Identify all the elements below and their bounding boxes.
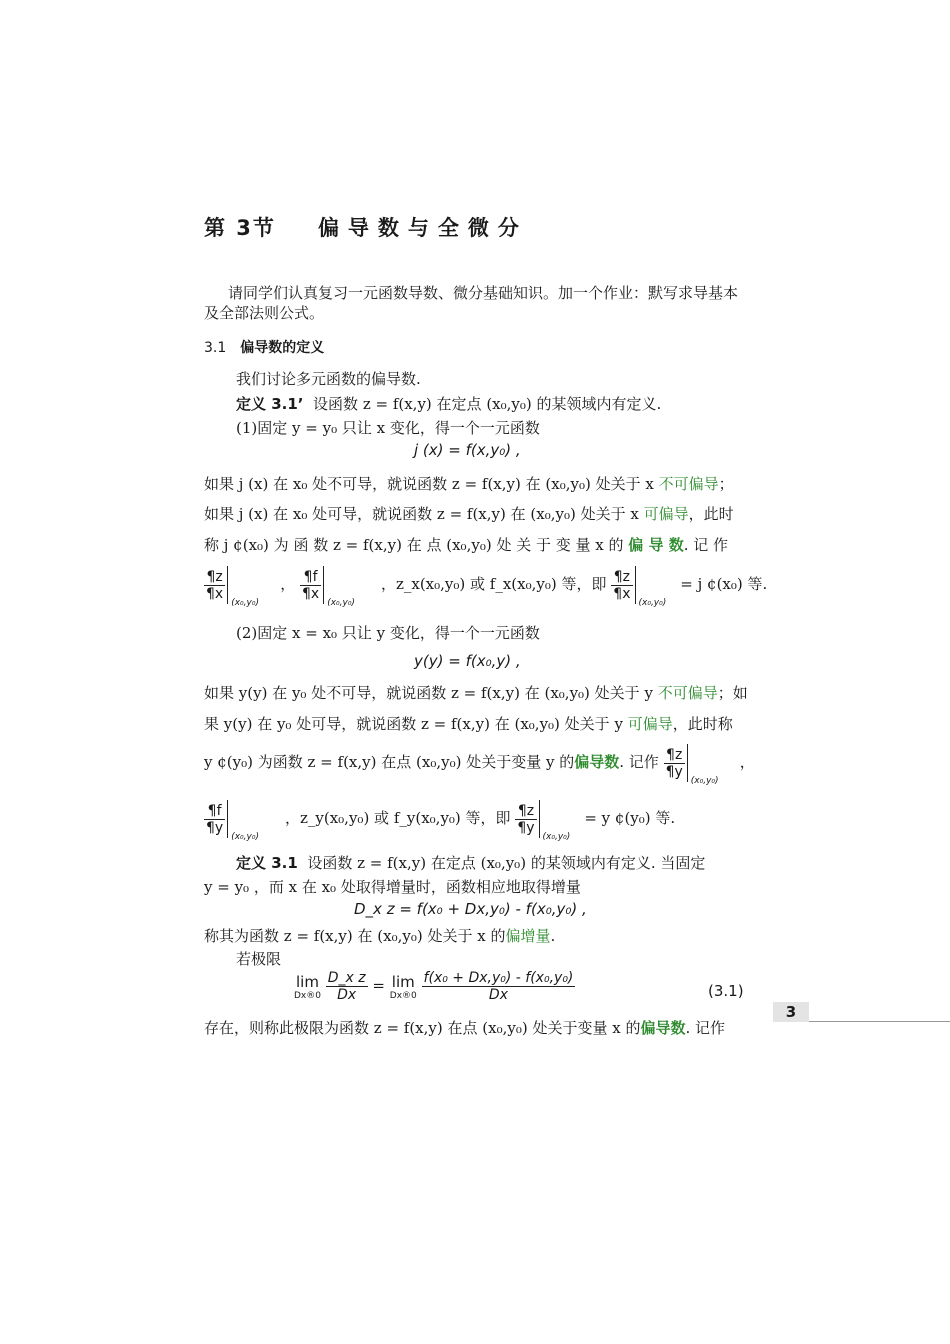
text-line: 果 y(y) 在 y₀ 处可导，就说函数 z = f(x,y) 在 (x₀,y₀) 处关于 y 可偏导，此时称 (204, 715, 733, 733)
text-line: 称其为函数 z = f(x,y) 在 (x₀,y₀) 处关于 x 的偏增量. (204, 927, 556, 945)
text-line: 若极限 (236, 950, 282, 968)
text-line: 存在，则称此极限为函数 z = f(x,y) 在点 (x₀,y₀) 处关于变量 x 的偏导数. 记作 (204, 1019, 726, 1037)
evaluation-bar: (x₀,y₀) (227, 566, 280, 604)
text-line: y = y₀ ，而 x 在 x₀ 处取得增量时，函数相应地取得增量 (204, 878, 581, 896)
partial-fraction: $\frac{\P f}{\P y}$ (206, 802, 224, 836)
text-line: 如果 j (x) 在 x₀ 处不可导，就说函数 z = f(x,y) 在 (x₀,y₀) 处关于 x 不可偏导； (204, 475, 734, 493)
limit-fraction: $\frac{\text{f(x₀ + Dx,y₀) - f(x₀,y₀)}}{Dx}$ (423, 970, 574, 1003)
definition-line: 定义 3.1 设函数 z = f(x,y) 在定点 (x₀,y₀) 的某领域内有定义. 当固定 (236, 854, 706, 872)
equation-number: (3.1) (708, 982, 744, 1000)
partial-fraction: $\frac{\P z}{\P x}$ (206, 568, 224, 602)
notation-line: $\frac{\P z}{\P x}$ (x₀,y₀) ， $\frac{\P f}{\P x}$ (x₀,y₀) ，z_x(x₀,y₀) 或 f_x(x₀,y₀) 等，即 $\frac{\P z}{\P x}$ (x₀,y₀) = j ¢(x₀) 等. (204, 566, 767, 604)
equation: j (x) = f(x,y₀) , (414, 441, 521, 459)
notation-line: $\frac{\P f}{\P y}$ (x₀,y₀) ，z_y(x₀,y₀) 或 f_y(x₀,y₀) 等，即 $\frac{\P z}{\P y}$ (x₀,y₀) = y ¢(y₀) 等. (204, 800, 675, 838)
text-line: (1)固定 y = y₀ 只让 x 变化，得一个一元函数 (236, 419, 540, 437)
lim-operator: lim Dx®0 (389, 972, 417, 1001)
subsection-heading: 3.1 偏导数的定义 (204, 340, 325, 356)
equation: D_x z = f(x₀ + Dx,y₀) - f(x₀,y₀) , (354, 900, 587, 918)
definition-line: 定义 3.1’ 设函数 z = f(x,y) 在定点 (x₀,y₀) 的某领域内有定义. (236, 395, 662, 413)
text-line: 我们讨论多元函数的偏导数. (236, 370, 421, 388)
page-number: 3 (773, 1002, 809, 1022)
lim-operator: lim Dx®0 (294, 972, 321, 1001)
evaluation-bar: (x₀,y₀) (323, 566, 376, 604)
text-line: y ¢(y₀) 为函数 z = f(x,y) 在点 (x₀,y₀) 处关于变量 y 的偏导数. 记作 $\frac{\P z}{\P y}$ (x₀,y₀) ， (204, 744, 755, 782)
page-rule (809, 1021, 950, 1022)
evaluation-bar: (x₀,y₀) (539, 800, 580, 838)
text-line: (2)固定 x = x₀ 只让 y 变化，得一个一元函数 (236, 624, 540, 642)
equation: y(y) = f(x₀,y) , (414, 652, 521, 670)
partial-fraction: $\frac{\P z}{\P x}$ (613, 568, 631, 602)
evaluation-bar: (x₀,y₀) (687, 744, 740, 782)
evaluation-bar: (x₀,y₀) (227, 800, 280, 838)
text-line: 如果 j (x) 在 x₀ 处可导，就说函数 z = f(x,y) 在 (x₀,y₀) 处关于 x 可偏导，此时 (204, 505, 734, 523)
text-line: 如果 y(y) 在 y₀ 处不可导，就说函数 z = f(x,y) 在 (x₀,y₀) 处关于 y 不可偏导；如 (204, 684, 748, 702)
intro-paragraph: 请同学们认真复习一元函数导数、微分基础知识。加一个作业：默写求导基本及全部法则公式。 (204, 284, 739, 322)
limit-equation: lim Dx®0 $\frac{\text{D\_x z}}{Dx}$ = lim Dx®0 $\frac{\text{f(x₀ + Dx,y₀) - f(x₀,y₀)}}{Dx}$ (294, 970, 574, 1003)
partial-fraction: $\frac{\P z}{\P y}$ (665, 746, 683, 780)
evaluation-bar: (x₀,y₀) (635, 566, 676, 604)
limit-fraction: $\frac{\text{D\_x z}}{Dx}$ (327, 970, 366, 1003)
partial-fraction: $\frac{\P f}{\P x}$ (301, 568, 320, 602)
partial-fraction: $\frac{\P z}{\P y}$ (517, 802, 535, 836)
text-line: 称 j ¢(x₀) 为 函 数 z = f(x,y) 在 点 (x₀,y₀) 处 关 于 变 量 x 的 偏 导 数. 记 作 (204, 536, 729, 554)
section-title: 第 3节 偏导数与全微分 (204, 216, 528, 240)
